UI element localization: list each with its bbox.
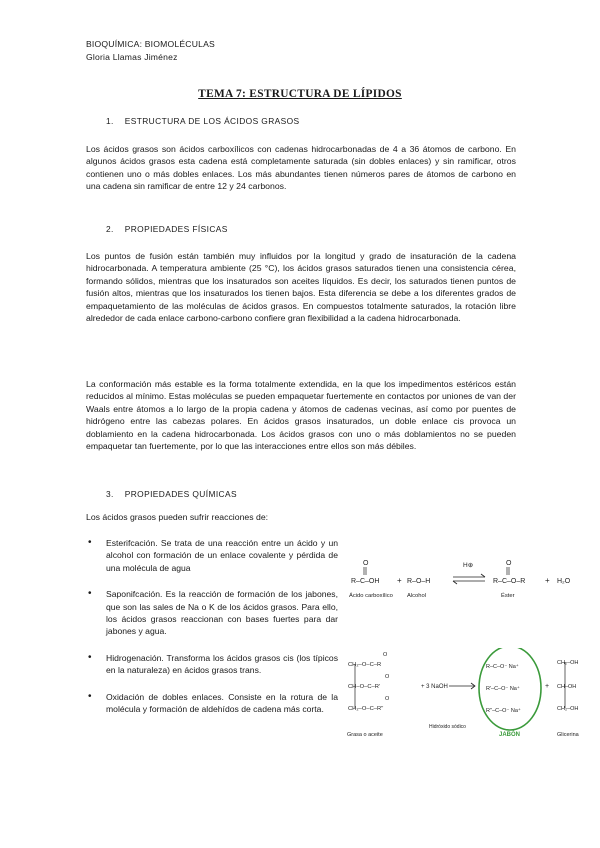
reagent-label: + 3 NaOH bbox=[421, 684, 448, 690]
section-title: PROPIEDADES FÍSICAS bbox=[124, 224, 228, 234]
water-formula: H₂O bbox=[557, 578, 571, 585]
reaction-text: Esterifcación. Se trata de una reacción entre un ácido y un alcohol con formación de un enlace covalente y pérdida de una molécula de agua bbox=[106, 538, 338, 573]
list-item bbox=[86, 691, 338, 716]
section-title: ESTRUCTURA DE LOS ÁCIDOS GRASOS bbox=[124, 116, 300, 126]
soap-row: R'–C–O⁻ Na⁺ bbox=[486, 686, 520, 692]
page-title: TEMA 7: ESTRUCTURA DE LÍPIDOS bbox=[198, 88, 402, 100]
bullet-icon: • bbox=[88, 537, 92, 548]
oxygen-label: O bbox=[506, 560, 512, 567]
document-header bbox=[86, 38, 215, 64]
plus-sign: + bbox=[397, 576, 402, 585]
oxygen-label: O bbox=[363, 560, 369, 567]
acid-formula: R–C–OH bbox=[351, 578, 380, 585]
alcohol-label: Alcohol bbox=[407, 593, 427, 599]
bullet-icon: • bbox=[88, 651, 92, 663]
oxygen-label: O bbox=[385, 674, 390, 680]
ester-label: Éster bbox=[501, 593, 515, 599]
paragraph-physical-2: La conformación más estable es la forma totalmente extendida, en la que los impedimentos estéricos están reducidos al mínimo. Estas moléculas se pueden empaquetar fuertemente en contactos por uniones de van der Waals entre átomos a lo largo de la propia cadena y átomos de cadenas vecinas, así como por puentes de hidrógeno entre las cabezas polares. En ácidos grasos insaturados, un doble enlace cis provoca un doblamiento en la cadena hidrocarbonada. Los ácidos grasos con uno o más doblamientos no se pueden empaquetar tan fuertemente, por lo que las interacciones entre ellos son más débiles. bbox=[86, 379, 516, 452]
glycerol-row: CH₂–OH bbox=[557, 706, 579, 712]
reverse-arrow-head bbox=[453, 581, 457, 584]
list-item bbox=[86, 652, 338, 677]
paragraph-physical-1: Los puntos de fusión están también muy influidos por la longitud y grado de insaturación de la cadena hidrocarbonada. A temperatura ambiente (25 °C), los ácidos grasos saturados tienen una consistencia cérea, formando sólidos, mientras que los insaturados son aceites líquidos. Es decir, los saturados tienen puntos de fusión altos, mientras que los insaturados los tienen bajos. Esta diferencia se debe a los diferentes grados de empaquetamiento de las moléculas de ácidos grasos. En compuestos totalmente saturados, la rotación libre alrededor de cada enlace carbono-carbono confiere gran flexibilidad a la cadena hidrocarbonada. bbox=[86, 251, 516, 324]
soap-label: JABÓN bbox=[499, 732, 521, 738]
list-item bbox=[86, 588, 338, 638]
fat-row: CH–O–C–R' bbox=[348, 684, 381, 690]
reaction-text: Hidrogenación. Transforma los ácidos grasos cis (los típicos en la naturaleza) en ácidos grasos trans. bbox=[106, 652, 338, 676]
bullet-icon: • bbox=[88, 690, 92, 702]
plus-sign: + bbox=[545, 683, 550, 690]
paragraph-structure: Los ácidos grasos son ácidos carboxílicos con cadenas hidrocarbonadas de 4 a 36 átomos de carbono. En algunos ácidos grasos esta cadena está completamente saturada (sin dobles enlaces) y sin ramificar, otros contienen uno o más dobles enlaces. Los más abundantes tienen números pares de átomos de carbono en una cadena sin ramificar de entre 12 y 24 carbonos. bbox=[86, 144, 516, 192]
section-number: 2. bbox=[106, 224, 114, 234]
fat-row: CH₂–O–C–R'' bbox=[348, 706, 384, 712]
glycerol-label: Glicerina bbox=[557, 732, 579, 738]
glycerol-row: CH–OH bbox=[557, 684, 577, 690]
section-number: 3. bbox=[106, 489, 114, 499]
section-heading-3 bbox=[106, 489, 237, 499]
oxygen-label: O bbox=[385, 696, 390, 702]
course-title: BIOQUÍMICA: BIOMOLÉCULAS bbox=[86, 39, 215, 49]
reaction-text: Saponifcación. Es la reacción de formación de los jabones, que son las sales de Na o K de los ácidos grasos. Para ello, los ácidos grasos reaccionan con bases fuertes para dar jabones y agua. bbox=[106, 589, 338, 637]
fat-label: Grasa o aceite bbox=[347, 732, 383, 738]
list-item bbox=[86, 537, 338, 574]
section-number: 1. bbox=[106, 116, 114, 126]
section-title: PROPIEDADES QUÍMICAS bbox=[124, 489, 237, 499]
plus-sign: + bbox=[545, 576, 550, 585]
reaction-text: Oxidación de dobles enlaces. Consiste en la rotura de la molécula y formación de aldehídos de cadena más corta. bbox=[106, 691, 338, 715]
soap-row: R''–C–O⁻ Na⁺ bbox=[486, 708, 521, 714]
bullet-icon: • bbox=[88, 588, 92, 600]
soap-row: R–C–O⁻ Na⁺ bbox=[486, 664, 519, 670]
forward-arrow-head bbox=[481, 574, 485, 577]
paragraph-reactions-intro: Los ácidos grasos pueden sufrir reacciones de: bbox=[86, 512, 269, 522]
alcohol-formula: R–O–H bbox=[407, 578, 431, 585]
esterification-diagram bbox=[345, 555, 595, 615]
naoh-label: Hidróxido sódico bbox=[429, 724, 466, 730]
saponification-diagram bbox=[345, 648, 595, 740]
fat-row: CH₂–O–C–R bbox=[348, 662, 382, 668]
catalyst-label: H⊕ bbox=[463, 562, 474, 569]
ester-formula: R–C–O–R bbox=[493, 578, 526, 585]
oxygen-label: O bbox=[383, 652, 388, 658]
reaction-list bbox=[86, 537, 338, 715]
acid-label: Ácido carboxílico bbox=[349, 593, 393, 599]
glycerol-row: CH₂–OH bbox=[557, 660, 579, 666]
section-heading-1 bbox=[106, 116, 300, 126]
author-name: Gloria Llamas Jiménez bbox=[86, 52, 178, 62]
section-heading-2 bbox=[106, 224, 228, 234]
